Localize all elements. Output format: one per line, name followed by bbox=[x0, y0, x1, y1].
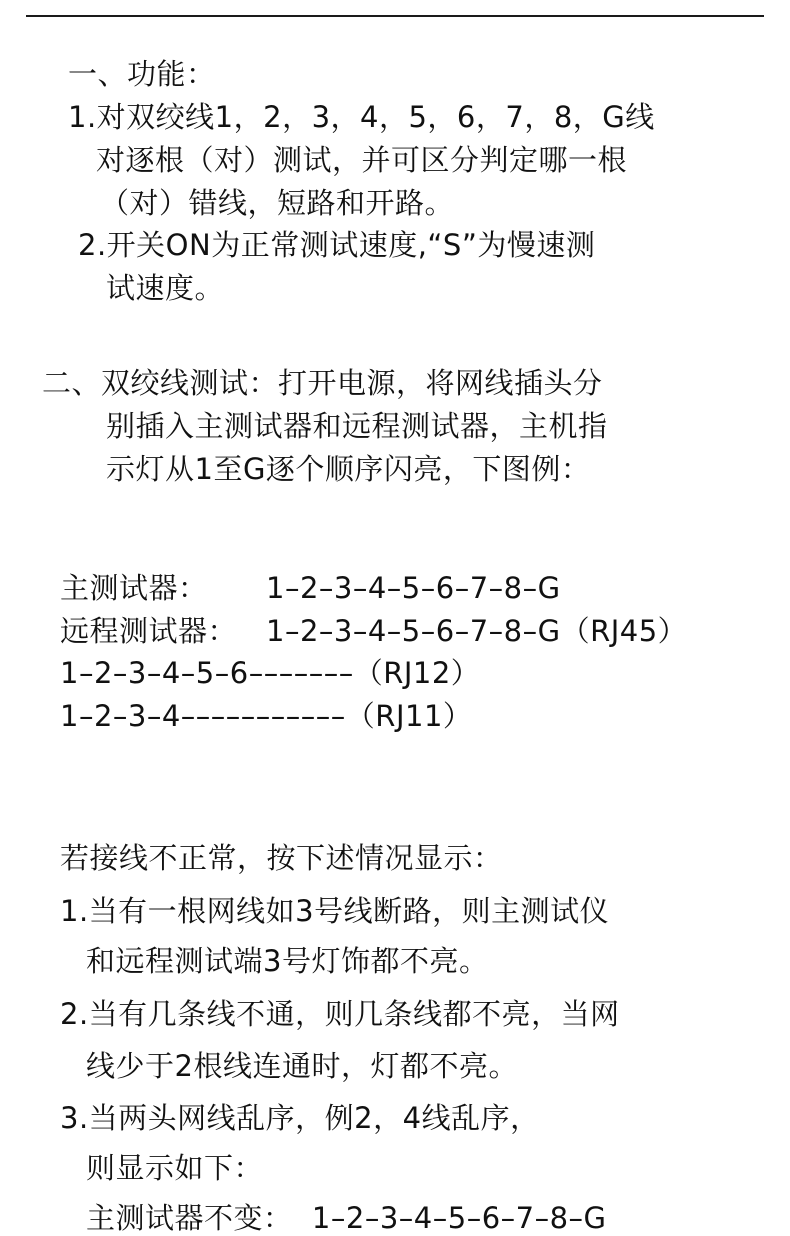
rj12-sequence: 1–2–3–4–5–6–––––––（RJ12） bbox=[60, 656, 481, 690]
case1-line1: 1.当有一根网线如3号线断路，则主测试仪 bbox=[60, 894, 610, 928]
main-tester-sequence: 1–2–3–4–5–6–7–8–G bbox=[266, 571, 561, 605]
case2-line1: 2.当有几条线不通，则几条线都不亮，当网 bbox=[60, 997, 620, 1031]
abnormal-intro: 若接线不正常，按下述情况显示： bbox=[60, 841, 503, 875]
remote-tester-label: 远程测试器： bbox=[60, 614, 238, 648]
case3-main-tester: 主测试器不变： 1–2–3–4–5–6–7–8–G bbox=[86, 1201, 607, 1235]
section2-line1: 二、双绞线测试：打开电源，将网线插头分 bbox=[42, 366, 603, 400]
case2-line2: 线少于2根线连通时，灯都不亮。 bbox=[86, 1049, 518, 1083]
main-tester-label: 主测试器： bbox=[60, 571, 208, 605]
section1-item2-line1: 2.开关ON为正常测试速度,“S”为慢速测 bbox=[78, 228, 596, 262]
case1-line2: 和远程测试端3号灯饰都不亮。 bbox=[86, 944, 489, 978]
section1-item1-line2: 对逐根（对）测试，并可区分判定哪一根 bbox=[96, 143, 628, 177]
section1-item1-line1: 1.对双绞线1，2，3，4，5，6，7，8，G线 bbox=[68, 100, 655, 134]
section1-title: 一、功能： bbox=[68, 57, 216, 91]
top-divider bbox=[26, 15, 764, 17]
section2-line3: 示灯从1至G逐个顺序闪亮，下图例： bbox=[106, 452, 591, 486]
rj11-sequence: 1–2–3–4–––––––––––（RJ11） bbox=[60, 699, 473, 733]
case3-line1: 3.当两头网线乱序，例2，4线乱序， bbox=[60, 1101, 540, 1135]
case3-line2: 则显示如下： bbox=[86, 1151, 264, 1185]
section1-item1-line3: （对）错线，短路和开路。 bbox=[100, 186, 455, 220]
remote-tester-sequence: 1–2–3–4–5–6–7–8–G（RJ45） bbox=[266, 614, 688, 648]
section2-line2: 别插入主测试器和远程测试器，主机指 bbox=[106, 409, 608, 443]
section1-item2-line2: 试速度。 bbox=[106, 271, 225, 305]
